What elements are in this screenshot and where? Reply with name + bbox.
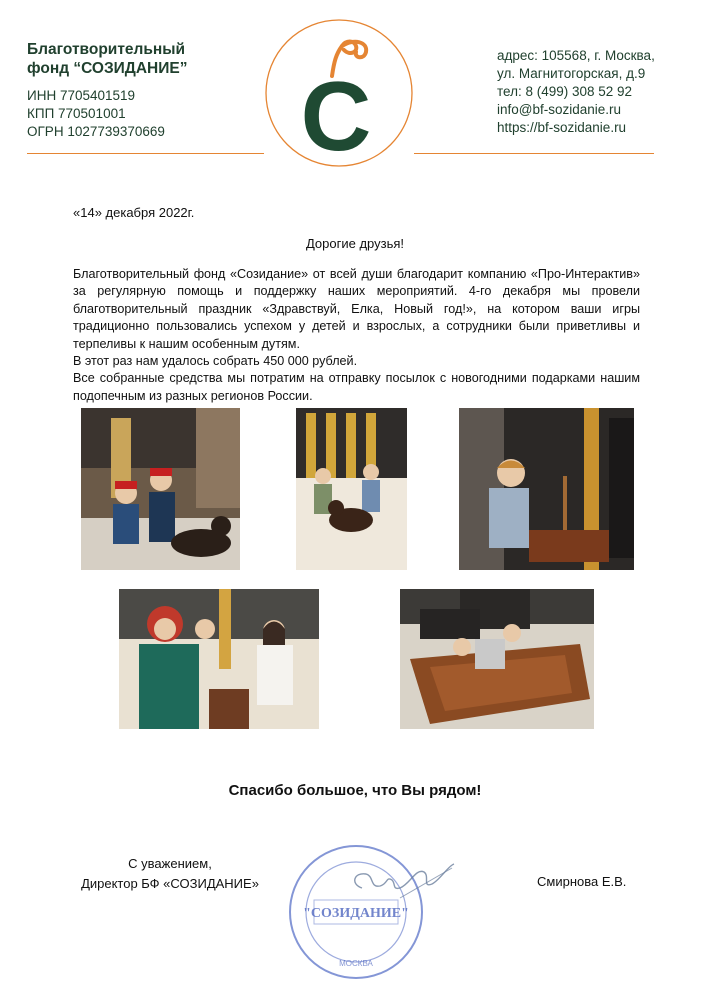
stamp-city: МОСКВА bbox=[339, 959, 373, 968]
address-line2: ул. Магнитогорская, д.9 bbox=[497, 66, 646, 81]
signatory-name: Смирнова Е.В. bbox=[537, 874, 627, 889]
paragraph-3: Все собранные средства мы потратим на отправку посылок с новогодними подарками нашим подопечным из разных регионов России. bbox=[73, 371, 640, 403]
email-link[interactable]: info@bf-sozidanie.ru bbox=[497, 102, 622, 117]
letter-date: «14» декабря 2022г. bbox=[73, 205, 195, 220]
address-line1: адрес: 105568, г. Москва, bbox=[497, 48, 655, 63]
inn: ИНН 7705401519 bbox=[27, 88, 136, 103]
org-name-line2: фонд “СОЗИДАНИЕ” bbox=[27, 60, 188, 77]
event-photo-4 bbox=[119, 589, 319, 729]
event-photo-1 bbox=[81, 408, 240, 570]
kpp: КПП 770501001 bbox=[27, 106, 126, 121]
closing-block bbox=[70, 854, 270, 894]
org-name bbox=[27, 40, 227, 78]
greeting: Дорогие друзья! bbox=[305, 236, 405, 251]
website-link[interactable]: https://bf-sozidanie.ru bbox=[497, 120, 627, 135]
event-photo-3 bbox=[459, 408, 634, 570]
foundation-logo bbox=[264, 18, 414, 168]
paragraph-2: В этот раз нам удалось собрать 450 000 рублей. bbox=[73, 354, 358, 369]
letter-body bbox=[73, 266, 640, 405]
header-divider-left bbox=[27, 153, 264, 154]
signature bbox=[340, 858, 460, 908]
header-divider-right bbox=[414, 153, 654, 154]
closing-title: Директор БФ «СОЗИДАНИЕ» bbox=[81, 876, 259, 891]
contacts bbox=[497, 47, 655, 137]
org-requisites bbox=[27, 87, 165, 141]
phone: тел: 8 (499) 308 52 92 bbox=[497, 84, 633, 99]
ogrn: ОГРН 1027739370669 bbox=[27, 124, 165, 139]
logo-letter: С bbox=[300, 61, 372, 168]
paragraph-1: Благотворительный фонд «Созидание» от всей души благодарит компанию «Про-Интерактив» за регулярную помощь и поддержку наших мероприятий. 4-го декабря мы провели благотворительный праздник «Здравствуй, Елка, Новый год!», на котором ваши игры традиционно пользовались успехом у детей и взрослых, а сотрудники были приветливы и терпеливы к нашим особенным дутям. bbox=[73, 267, 640, 351]
event-photo-2 bbox=[296, 408, 407, 570]
closing-regards: С уважением, bbox=[128, 856, 212, 871]
event-photo-5 bbox=[400, 589, 594, 729]
thanks-line: Спасибо большое, что Вы рядом! bbox=[228, 782, 482, 799]
org-name-line1: Благотворительный bbox=[27, 41, 186, 58]
stamp-text: "СОЗИДАНИЕ" bbox=[303, 906, 409, 921]
